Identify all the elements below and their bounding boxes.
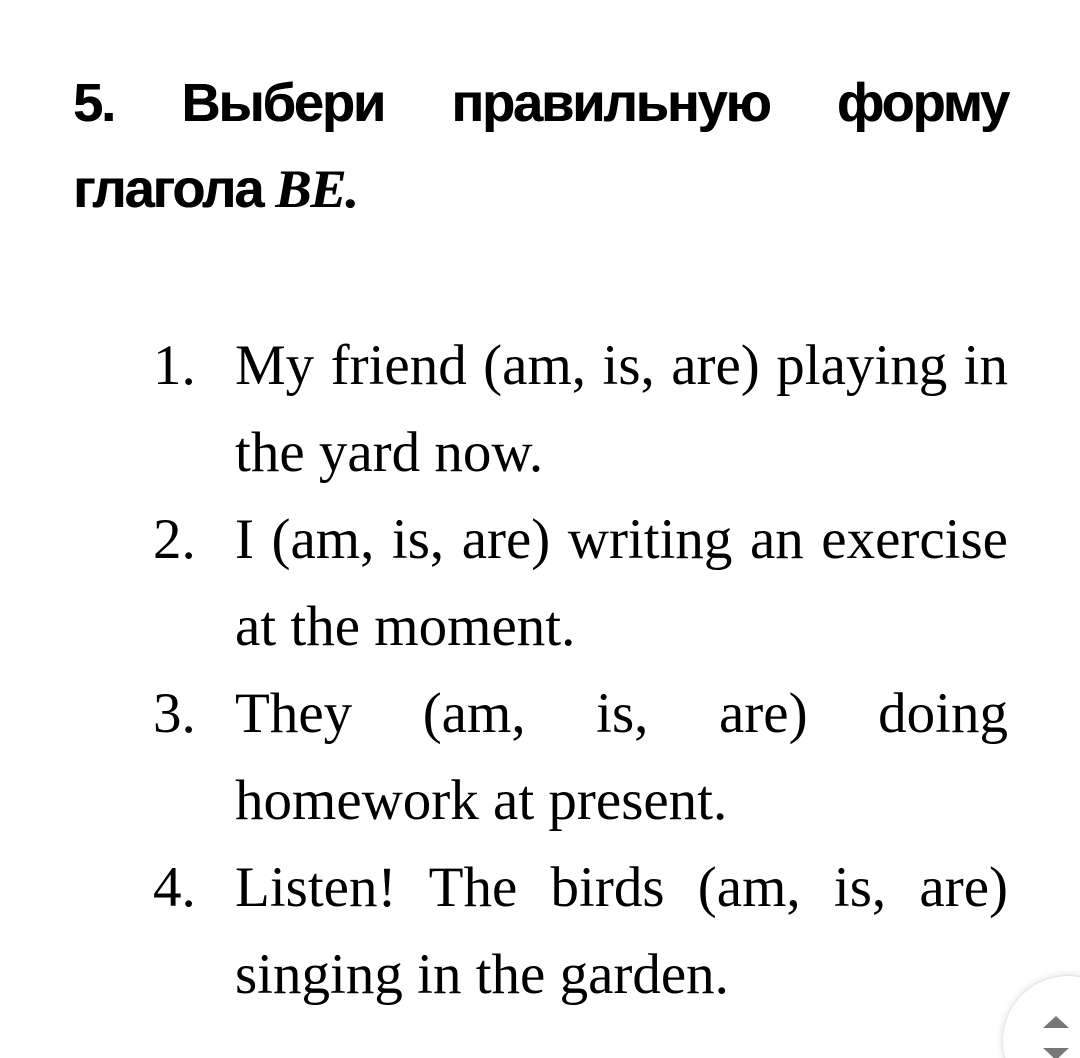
exercise-text: My friend (am, is, are) playing in the yard now. (235, 334, 1008, 484)
exercise-item (73, 670, 1008, 844)
exercise-number: 4. (153, 856, 196, 919)
exercise-item (73, 844, 1008, 1018)
exercise-list (73, 322, 1008, 1018)
task-heading (73, 60, 1008, 232)
exercise-item (73, 496, 1008, 670)
exercise-number: 2. (153, 508, 196, 571)
exercise-item (73, 322, 1008, 496)
exercise-number: 3. (153, 682, 196, 745)
exercise-text: Listen! The birds (am, is, are) singing in the garden. (235, 856, 1008, 1006)
exercise-page (73, 60, 1008, 1018)
exercise-number: 1. (153, 334, 196, 397)
exercise-text: They (am, is, are) doing homework at present. (235, 682, 1008, 832)
task-verb: BE. (275, 159, 358, 219)
triangle-down-icon[interactable] (1043, 1048, 1069, 1058)
scroll-button[interactable] (1002, 975, 1080, 1058)
exercise-text: I (am, is, are) writing an exercise at the moment. (235, 508, 1008, 658)
task-title: 5. Выбери правильную форму глагола (73, 73, 1008, 219)
triangle-up-icon[interactable] (1043, 1016, 1069, 1028)
